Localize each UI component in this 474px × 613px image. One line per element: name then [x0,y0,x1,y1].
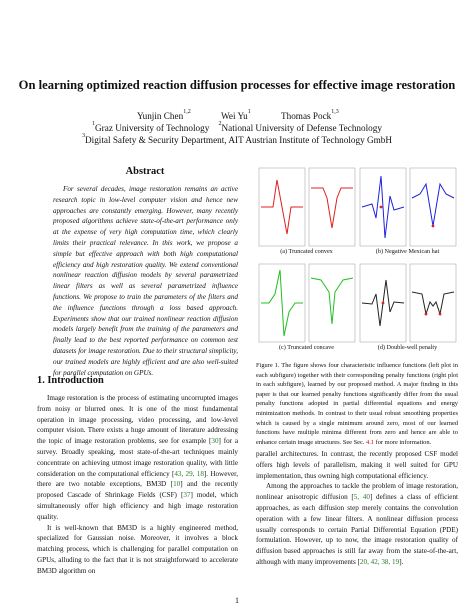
col2-paragraph-1: parallel architectures. In contrast, the recently proposed CSF model offers high levels of parallelism, making it well suited for GPU implementation, thus owning high computational efficiency. [256,450,458,480]
subfig-d [360,264,456,342]
figure-1-caption: Figure 1. The figure shows four characteristic influence functions (left plot in each subfigure) together with their corresponding penalty functions (right plot in each subfigure), learned by our proposed method. A major finding in this paper is that our learned penalty functions significantly differ from the usual penalty functions adopted in partial differential equations and energy minimization methods. In contrast to their usual robust smoothing properties which is caused by a single minimum around zero, most of our learned functions have multiple minima different from zero and hence are able to enhance certain image structures. See Sec. 4.1 for more information. [256,362,458,446]
figure-1-plots [256,166,458,358]
intro-heading: 1. Introduction [37,375,104,386]
author-2: Wei Yu$^1$ [221,109,251,121]
author-3: Thomas Pock$^{1,3}$ [281,109,339,121]
page-number: 1 [235,596,239,605]
affiliation-line-2: $^3$Digital Safety & Security Department, AIT Austrian Institute of Technology GmbH [82,133,392,145]
subfig-c-caption: (c) Truncated concave [279,344,334,351]
intro-paragraph-2: It is well-known that BM3D is a highly engineered method, specialized for Gaussian noise. Moreover, it involves a block matching process, which is challenging for parallel computation on GPUs, alluding to the fact that it is not straightforward to accelerate BM3D algorithm on [37,523,238,575]
abstract-heading: Abstract [125,166,165,177]
subfig-b [360,168,456,246]
subfig-d-caption: (d) Double-well penalty [377,344,438,351]
affiliation-line-1: $^1$Graz University of Technology $^2$National University of Defense Technology [92,121,382,133]
subfig-a [259,168,355,246]
intro-body [37,393,238,577]
abstract-body: For several decades, image restoration remains an active research topic in low-level computer vision and hence new approaches are constantly emerging. However, many recently proposed algorithms achieve state-of-the-art performance only at the expense of very high computation time, which clearly limits their practical relevance. In this work, we propose a simple but effective approach with both high computational efficiency and high restoration quality. We extend conventional nonlinear reaction diffusion models by several parametrized linear filters as well as several parametrized influence functions. We propose to train the parameters of the filters and the influence functions through a loss based approach. Experiments show that our trained nonlinear reaction diffusion models largely benefit from the training of the parameters and finally lead to the best reported performance on common test datasets for image restoration. Due to their structural simplicity, our trained models are highly efficient and are also well-suited for parallel computation on GPUs. [53,185,238,377]
subfig-b-caption: (b) Negative Mexican hat [375,248,440,255]
subfig-c [259,264,355,342]
col2-body [256,449,458,568]
author-1: Yunjin Chen$^{1,2}$ [137,109,191,121]
figure-1 [256,166,458,358]
col2-paragraph-2: Among the approaches to tackle the problem of image restoration, nonlinear anisotropic diffusion [5, 40] defines a class of efficient approaches, as each diffusion step merely contains the convolution operation with a few linear filters. A nonlinear diffusion process usually corresponds to certain Partial Differential Equation (PDE) formulation. However, up to now, the image restoration quality of diffusion based approaches is still far away from the state-of-the-art, although with many improvements [20, 42, 38, 19]. [256,482,458,566]
paper-title: On learning optimized reaction diffusion processes for effective image restoration [18,78,456,92]
intro-paragraph-1: Image restoration is the process of estimating uncorrupted images from noisy or blurred ones. It is one of the most fundamental operation in image processing, video processing, and low-level computer vision. There exists a huge amount of literature addressing the topic of image restoration problems, see for example [30] for a survey. Broadly speaking, most state-of-the-art techniques mainly concentrate on achieving utmost image restoration quality, with little consideration on the computational efficiency [43, 29, 18]. However, there are two notable exceptions, BM3D [10] and the recently proposed Cascade of Shrinkage Fields (CSF) [37] model, which simultaneously offer high efficiency and high image restoration quality. [37,394,239,521]
subfig-a-caption: (a) Truncated convex [280,248,333,255]
